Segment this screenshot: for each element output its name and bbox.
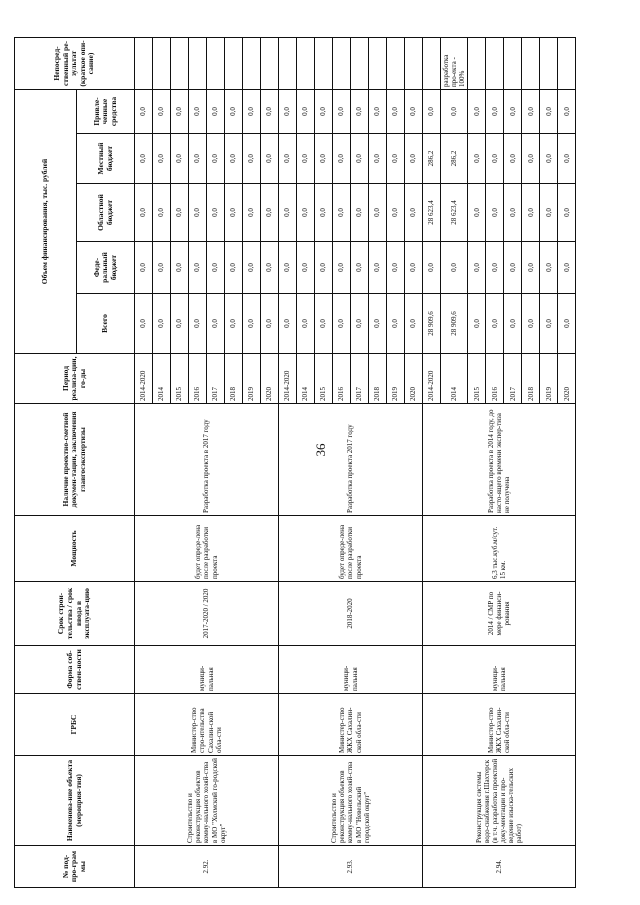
period-cell: 2018 [369,354,387,404]
federal-value: 0,0 [153,242,171,294]
federal-value: 0,0 [135,242,153,294]
ownership-form: муници-пальная [423,646,576,694]
regional-value: 0,0 [351,184,369,242]
total-value: 0,0 [261,294,279,354]
federal-value: 0,0 [540,242,558,294]
local-value: 0,0 [135,134,153,184]
period-cell: 2015 [468,354,486,404]
total-value: 0,0 [207,294,225,354]
local-value: 286,2 [423,134,441,184]
result-cell [369,38,387,90]
header-volume: Объем финансирования, тыс. рублей [15,90,77,354]
period-cell: 2017 [351,354,369,404]
federal-value: 0,0 [486,242,504,294]
result-cell [297,38,315,90]
psd-status: Разработка проекта в 2014 году, до насто-ящего времени экспер-тиза не получена [423,404,576,516]
result-cell [405,38,423,90]
header-total: Всего [77,294,135,354]
total-value: 0,0 [243,294,261,354]
attracted-value: 0,0 [558,90,576,134]
period-cell: 2020 [405,354,423,404]
page-number: 36 [313,443,328,457]
object-name: Строительство и реконструкция объектов комму-нального хозяй-ства в МО "Холмский го-родской округ" [135,756,279,846]
attracted-value: 0,0 [225,90,243,134]
total-value: 0,0 [387,294,405,354]
federal-value: 0,0 [189,242,207,294]
period-cell: 2016 [333,354,351,404]
period-cell: 2019 [387,354,405,404]
federal-value: 0,0 [387,242,405,294]
regional-value: 28 623,4 [423,184,441,242]
local-value: 0,0 [153,134,171,184]
construction-term: 2018-2020 [279,582,423,646]
construction-term: 2017-2020 / 2020 [135,582,279,646]
total-value: 0,0 [540,294,558,354]
result-cell [468,38,486,90]
regional-value: 0,0 [225,184,243,242]
local-value: 0,0 [558,134,576,184]
result-cell [279,38,297,90]
regional-value: 0,0 [315,184,333,242]
period-cell: 2019 [540,354,558,404]
ownership-form: муници-пальная [279,646,423,694]
attracted-value: 0,0 [423,90,441,134]
period-cell: 2020 [558,354,576,404]
federal-value: 0,0 [225,242,243,294]
federal-value: 0,0 [207,242,225,294]
header-num: № под-про-грам мы [15,846,135,888]
regional-value: 0,0 [387,184,405,242]
construction-term: 2014 / СМР по мере финанси-рования [423,582,576,646]
regional-value: 0,0 [468,184,486,242]
period-cell: 2014-2020 [423,354,441,404]
local-value: 0,0 [297,134,315,184]
regional-value: 0,0 [189,184,207,242]
result-cell [243,38,261,90]
period-cell: 2017 [207,354,225,404]
grbs-cell: Министер-ство ЖКХ Сахалин-ской обла-сти [423,694,576,756]
total-value: 28 909,6 [441,294,468,354]
federal-value: 0,0 [297,242,315,294]
attracted-value: 0,0 [441,90,468,134]
table-row [279,38,297,888]
federal-value: 0,0 [243,242,261,294]
result-cell [423,38,441,90]
attracted-value: 0,0 [486,90,504,134]
federal-value: 0,0 [558,242,576,294]
result-cell [171,38,189,90]
local-value: 0,0 [351,134,369,184]
attracted-value: 0,0 [207,90,225,134]
attracted-value: 0,0 [243,90,261,134]
object-name: Строительство и реконструкция объектов комму-нального хозяй-ства в МО "Невельский городской округ" [279,756,423,846]
total-value: 28 909,6 [423,294,441,354]
regional-value: 0,0 [405,184,423,242]
header-power: Мощность [15,516,135,582]
header-regional: Областной бюджет [77,184,135,242]
result-cell [333,38,351,90]
regional-value: 0,0 [135,184,153,242]
regional-value: 0,0 [558,184,576,242]
federal-value: 0,0 [468,242,486,294]
psd-status: Разработка проекта 2017 году [279,404,423,516]
result-cell [486,38,504,90]
total-value: 0,0 [522,294,540,354]
attracted-value: 0,0 [315,90,333,134]
table-row [135,38,153,888]
local-value: 0,0 [486,134,504,184]
result-cell [225,38,243,90]
local-value: 0,0 [468,134,486,184]
federal-value: 0,0 [423,242,441,294]
total-value: 0,0 [405,294,423,354]
header-form: Форма соб-ствен-ности [15,646,135,694]
period-cell: 2016 [486,354,504,404]
local-value: 286,2 [441,134,468,184]
federal-value: 0,0 [315,242,333,294]
regional-value: 0,0 [522,184,540,242]
local-value: 0,0 [522,134,540,184]
local-value: 0,0 [189,134,207,184]
local-value: 0,0 [261,134,279,184]
regional-value: 0,0 [279,184,297,242]
local-value: 0,0 [504,134,522,184]
total-value: 0,0 [279,294,297,354]
total-value: 0,0 [468,294,486,354]
attracted-value: 0,0 [189,90,207,134]
header-term: Срок строи-тельства / срок ввода в эксплуата-цию [15,582,135,646]
header-period: Период реализа-ции, го-ды [15,354,135,404]
total-value: 0,0 [369,294,387,354]
attracted-value: 0,0 [279,90,297,134]
federal-value: 0,0 [261,242,279,294]
header-local: Местный бюджет [77,134,135,184]
total-value: 0,0 [351,294,369,354]
period-cell: 2015 [315,354,333,404]
total-value: 0,0 [504,294,522,354]
period-cell: 2017 [504,354,522,404]
grbs-cell: Министер-ство ЖКХ Сахалин-ской обла-сти [279,694,423,756]
total-value: 0,0 [225,294,243,354]
result-cell [135,38,153,90]
local-value: 0,0 [333,134,351,184]
ownership-form: муници-пальная [135,646,279,694]
federal-value: 0,0 [351,242,369,294]
attracted-value: 0,0 [369,90,387,134]
local-value: 0,0 [279,134,297,184]
regional-value: 0,0 [369,184,387,242]
result-cell [153,38,171,90]
result-cell [387,38,405,90]
result-cell [504,38,522,90]
total-value: 0,0 [315,294,333,354]
row-number: 2.93. [279,846,423,888]
local-value: 0,0 [171,134,189,184]
row-number: 2.94. [423,846,576,888]
federal-value: 0,0 [171,242,189,294]
local-value: 0,0 [369,134,387,184]
period-cell: 2016 [189,354,207,404]
attracted-value: 0,0 [351,90,369,134]
attracted-value: 0,0 [171,90,189,134]
attracted-value: 0,0 [522,90,540,134]
financing-table [14,37,576,888]
period-cell: 2014 [153,354,171,404]
attracted-value: 0,0 [468,90,486,134]
header-grbs: ГРБС [15,694,135,756]
regional-value: 0,0 [333,184,351,242]
regional-value: 0,0 [207,184,225,242]
federal-value: 0,0 [369,242,387,294]
attracted-value: 0,0 [333,90,351,134]
attracted-value: 0,0 [504,90,522,134]
table-row [423,38,441,888]
result-cell [261,38,279,90]
local-value: 0,0 [225,134,243,184]
federal-value: 0,0 [441,242,468,294]
header-attracted: Привле-ченные средства [77,90,135,134]
attracted-value: 0,0 [387,90,405,134]
regional-value: 0,0 [297,184,315,242]
attracted-value: 0,0 [261,90,279,134]
local-value: 0,0 [315,134,333,184]
period-cell: 2014 [441,354,468,404]
rotated-table-sheet [14,38,606,888]
capacity-cell: будет опреде-лена после разработки проекта [135,516,279,582]
regional-value: 0,0 [486,184,504,242]
attracted-value: 0,0 [135,90,153,134]
regional-value: 0,0 [504,184,522,242]
period-cell: 2018 [522,354,540,404]
local-value: 0,0 [540,134,558,184]
period-cell: 2014-2020 [135,354,153,404]
period-cell: 2019 [243,354,261,404]
local-value: 0,0 [405,134,423,184]
federal-value: 0,0 [504,242,522,294]
capacity-cell: будет опреде-лена после разработки проекта [279,516,423,582]
total-value: 0,0 [297,294,315,354]
regional-value: 0,0 [540,184,558,242]
period-cell: 2015 [171,354,189,404]
federal-value: 0,0 [405,242,423,294]
federal-value: 0,0 [522,242,540,294]
federal-value: 0,0 [279,242,297,294]
period-cell: 2018 [225,354,243,404]
result-cell [558,38,576,90]
object-name: Реконструкция системы водо-снабжения г.Шахтерск (в т.ч. разработка проектной доку-ментации и про-ведение изыска-тельских работ) [423,756,576,846]
regional-value: 0,0 [261,184,279,242]
result-cell [207,38,225,90]
attracted-value: 0,0 [540,90,558,134]
regional-value: 0,0 [243,184,261,242]
capacity-cell: 6,3 тыс.куб.м/сут. 15 км. [423,516,576,582]
row-number: 2.92. [135,846,279,888]
total-value: 0,0 [171,294,189,354]
result-cell: разработка про-екта - 100% [441,38,468,90]
attracted-value: 0,0 [297,90,315,134]
attracted-value: 0,0 [405,90,423,134]
local-value: 0,0 [243,134,261,184]
header-result: Непосред-ственный ре-зультат (краткое опи-сание) [15,38,135,90]
header-name: Наименова-ние объекта (мероприя-тия) [15,756,135,846]
result-cell [351,38,369,90]
local-value: 0,0 [207,134,225,184]
attracted-value: 0,0 [153,90,171,134]
header-psd: Наличие проектно-сметной докумен-тации, заключения главгосэкспертизы [15,404,135,516]
total-value: 0,0 [558,294,576,354]
psd-status: Разработка проекта в 2017 году [135,404,279,516]
total-value: 0,0 [333,294,351,354]
header-federal: Феде-ральный бюджет [77,242,135,294]
total-value: 0,0 [135,294,153,354]
period-cell: 2014-2020 [279,354,297,404]
federal-value: 0,0 [333,242,351,294]
period-cell: 2014 [297,354,315,404]
total-value: 0,0 [486,294,504,354]
total-value: 0,0 [189,294,207,354]
period-cell: 2020 [261,354,279,404]
table-body [135,38,576,888]
regional-value: 0,0 [153,184,171,242]
regional-value: 0,0 [171,184,189,242]
result-cell [540,38,558,90]
result-cell [189,38,207,90]
result-cell [522,38,540,90]
total-value: 0,0 [153,294,171,354]
result-cell [315,38,333,90]
regional-value: 28 623,4 [441,184,468,242]
grbs-cell: Министер-ство стро-ительства Сахалин-ской обла-сти [135,694,279,756]
local-value: 0,0 [387,134,405,184]
